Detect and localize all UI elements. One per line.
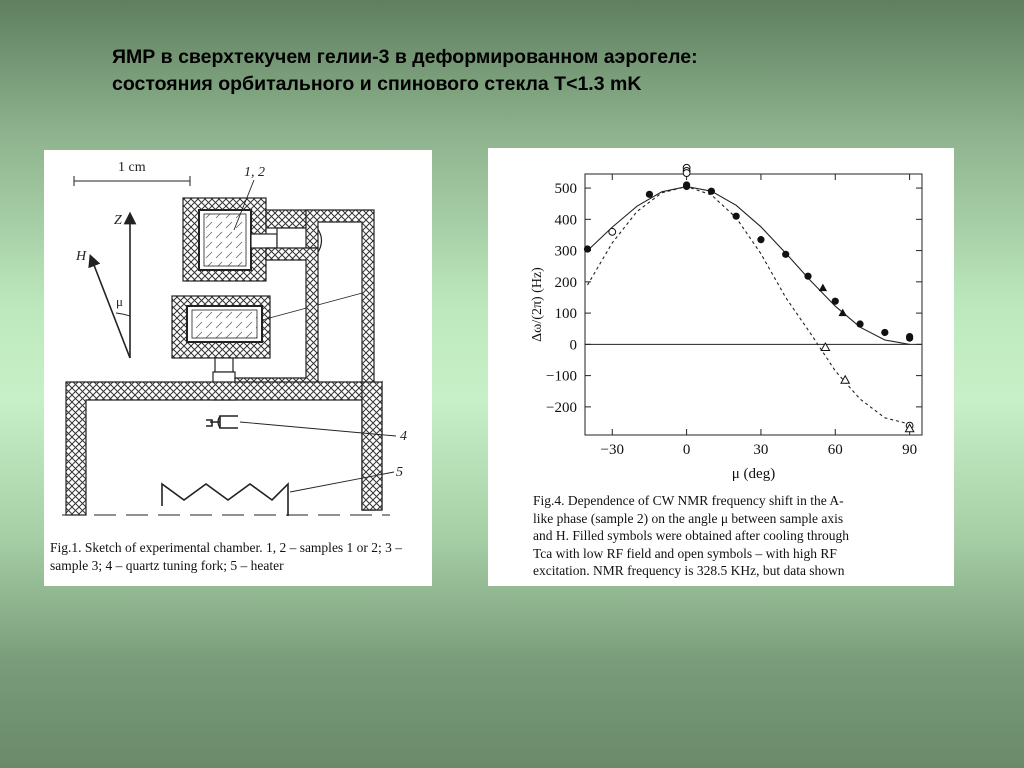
x-tick-label: 0 xyxy=(682,442,691,458)
data-point-filled-circle xyxy=(584,245,591,252)
data-point-filled-circle xyxy=(708,188,715,195)
data-point-filled-circle xyxy=(757,236,764,243)
marker-layer xyxy=(584,164,914,431)
scale-bar xyxy=(74,160,190,186)
data-point-filled-circle xyxy=(646,191,653,198)
y-tick-label: 500 xyxy=(554,181,577,198)
x-tick-label: 30 xyxy=(753,442,769,458)
caption-line-1: Fig.4. Dependence of CW NMR frequency shift in the A- xyxy=(533,493,844,508)
title-line-2: состояния орбитального и спинового стекла T<1.3 mK xyxy=(112,73,642,95)
angle-mu-label: μ xyxy=(116,294,123,309)
data-point-filled-circle xyxy=(881,329,888,336)
sample-holder-1-2 xyxy=(183,165,322,281)
field-axes xyxy=(75,213,130,358)
chamber-sketch xyxy=(44,150,432,540)
fit-curve-dashed xyxy=(588,187,910,425)
slide-title xyxy=(112,44,912,98)
y-tick-label: 0 xyxy=(569,337,577,354)
y-tick-label: 400 xyxy=(554,212,577,229)
axis-h-label: H xyxy=(76,249,87,264)
data-point-filled-circle xyxy=(683,183,690,190)
caption-line-4: Tca with low RF field and open symbols – with high RF xyxy=(533,545,837,561)
scale-label: 1 cm xyxy=(118,160,146,175)
x-axis-label: μ (deg) xyxy=(731,466,776,482)
data-point-filled-circle xyxy=(782,251,789,258)
figure-4-caption xyxy=(533,492,953,584)
curve-layer xyxy=(588,187,910,425)
data-point-open-circle xyxy=(609,228,616,235)
y-axis-label: Δω/(2π) (Hz) xyxy=(530,267,545,342)
figure-1-panel xyxy=(44,150,432,586)
label-4: 4 xyxy=(400,429,407,444)
y-tick-label: 200 xyxy=(554,274,577,291)
title-line-1: ЯМР в сверхтекучем гелии-3 в деформированном аэрогеле: xyxy=(112,46,698,68)
data-point-filled-circle xyxy=(804,273,811,280)
y-tick-label: −200 xyxy=(546,399,577,416)
x-tick-label: 90 xyxy=(902,442,918,458)
data-point-filled-circle xyxy=(906,333,913,340)
caption-line-3: and H. Filled symbols were obtained after cooling through xyxy=(533,528,850,543)
data-point-filled-circle xyxy=(733,213,740,220)
axis-z-label: Z xyxy=(114,213,122,228)
x-tick-label: 60 xyxy=(827,442,843,458)
caption-line-2: like phase (sample 2) on the angle μ between sample axis xyxy=(533,510,844,526)
x-tick-label: −30 xyxy=(600,442,624,458)
figure-1-caption: Fig.1. Sketch of experimental chamber. 1, 2 – samples 1 or 2; 3 – sample 3; 4 – quartz tuning fork; 5 – heater xyxy=(50,540,403,573)
y-tick-label: −100 xyxy=(546,368,577,385)
caption-line-5: excitation. NMR frequency is 328.5 KHz, but data shown xyxy=(533,563,845,578)
nmr-shift-chart xyxy=(488,148,954,488)
data-point-filled-circle xyxy=(856,320,863,327)
data-point-filled-triangle xyxy=(819,284,827,292)
label-5: 5 xyxy=(396,465,403,480)
data-point-open-circle xyxy=(683,170,690,177)
data-point-filled-circle xyxy=(832,298,839,305)
figure-4-panel xyxy=(488,148,954,586)
label-1-2: 1, 2 xyxy=(244,165,265,180)
y-tick-label: 300 xyxy=(554,243,577,260)
y-tick-label: 100 xyxy=(554,306,577,323)
